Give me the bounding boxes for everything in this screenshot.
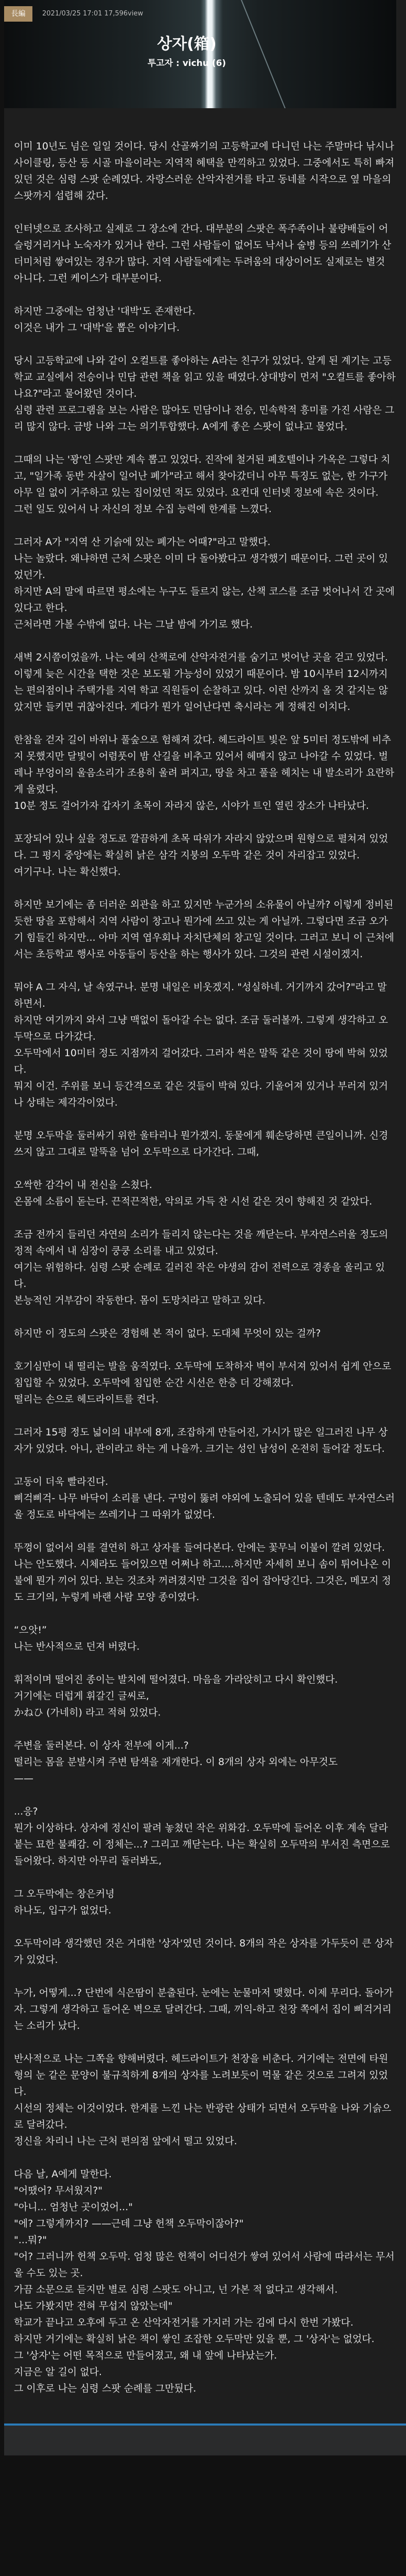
- paragraph: 뚜껑이 없어서 의를 결연히 하고 상자를 들여다본다. 안에는 꽃무늬 이불이 깔려 있었다. 나는 안도했다. 시체라도 들어있으면 어쩌나 하고....하지만 자세히 보니 솜이 튀어나온 이불에 뭔가 끼어 있다. 보는 것조차 꺼려졌지만 그것을 집어 잡아당긴다. 그것은, 메모지 정도 크기의, 누렇게 바랜 사람 모양 종이였다.: [14, 1542, 391, 1603]
- paragraph: 새벽 2시쯤이었을까. 나는 예의 산책로에 산악자전거를 숨기고 벗어난 곳을 걷고 있었다. 이렇게 늦은 시간을 택한 것은 보도될 가능성이 있었기 때문이다. 밤 10시부터 12시까지는 편의점이나 주택가를 지역 학교 직원들이 순찰하고 있다. 이런 산까지 올 것 같지는 않았지만 들키면 귀찮아진다. 게다가 뭔가 일어난다면 축시라는 게 정해진 이치다.: [14, 652, 388, 713]
- paragraph: 그러자 15평 정도 넓이의 내부에 8개, 조잡하게 만들어진, 가시가 많은 일그러진 나무 상자가 있었다. 아니, 관이라고 하는 게 나을까. 크기는 성인 남성이 온전히 들어갈 정도다.: [14, 1427, 388, 1454]
- paragraph: 인터넷으로 조사하고 실제로 그 장소에 간다. 대부분의 스팟은 폭주족이나 불량배들이 어슬렁거리거나 노숙자가 있거나 한다. 그런 사람들이 없어도 낙서나 술병 등의 쓰레기가 산더미처럼 쌓여있는 경우가 많다. 지역 사람들에게는 두려움의 대상이어도 실제로는 별것 아니다. 그런 케이스가 대부분이다.: [14, 223, 392, 284]
- paragraph: ...응? 뭔가 이상하다. 상자에 정신이 팔려 놓쳤던 작은 위화감. 오두막에 들어온 이후 계속 달라붙는 묘한 불쾌감. 이 정체는...? 그리고 깨닫는다. 나는 확실히 오두막의 부서진 측면으로 들어왔다. 하지만 아무리 둘러봐도,: [14, 1806, 390, 1867]
- paragraph: 하지만 그중에는 엄청난 '대박'도 존재한다. 이것은 내가 그 '대박'을 뽑은 이야기다.: [14, 306, 196, 333]
- paragraph: 그러자 A가 "지역 산 기슭에 있는 폐가는 어때?"라고 말했다. 나는 놀랐다. 왜냐하면 근처 스팟은 이미 다 돌아봤다고 생각했기 때문이다. 그런 곳이 있었던가. 하지만 A의 말에 따르면 평소에는 누구도 들르지 않는, 산책 코스를 조금 벗어나서 간 곳에 있다고 한다. 근처라면 가볼 수밖에 없다. 나는 그날 밤에 가기로 했다.: [14, 536, 395, 630]
- paragraph: 하지만 이 정도의 스팟은 경험해 본 적이 없다. 도대체 무엇이 있는 걸까?: [14, 1328, 321, 1339]
- post-meta: 2021/03/25 17:01 17,596view: [42, 10, 144, 18]
- story-body: [4, 108, 406, 2424]
- paragraph: 한참을 걷자 길이 바위나 풀숲으로 험해져 갔다. 헤드라이트 빛은 앞 5미터 정도밖에 비추지 못했지만 달빛이 어렴풋이 밤 산길을 비추고 있어서 헤매지 않고 나아갈 수 있었다. 벌레나 부엉이의 울음소리가 조용히 울려 퍼지고, 땅을 차고 풀을 헤치는 내 발소리가 요란하게 울렸다. 10분 정도 걸어가자 갑자기 초목이 자라지 않은, 시야가 트인 열린 장소가 나타났다.: [14, 734, 395, 811]
- paragraph: 뭐야 A 그 자식, 날 속였구나. 분명 내일은 비웃겠지. "성실하네. 거기까지 갔어?"라고 말하면서. 하지만 여기까지 와서 그냥 맥없이 돌아갈 수는 없다. 조금 둘러볼까. 그렇게 생각하고 오두막으로 다가갔다. 오두막에서 10미터 정도 지점까지 걸어갔다. 그러자 썩은 말뚝 같은 것이 땅에 박혀 있었다. 뭐지 이건. 주위를 보니 등간격으로 같은 것들이 박혀 있다. 기울어져 있거나 부러져 있거나 상태는 제각각이었다.: [14, 981, 388, 1108]
- paragraph: 호기심만이 내 떨리는 발을 움직였다. 오두막에 도착하자 벽이 부서져 있어서 쉽게 안으로 침입할 수 있었다. 오두막에 침입한 순간 시선은 한층 더 강해졌다. 떨리는 손으로 헤드라이트를 켠다.: [14, 1361, 392, 1405]
- paragraph: 이미 10년도 넘은 일일 것이다. 당시 산골짜기의 고등학교에 다니던 나는 주말마다 낚시나 사이클링, 등산 등 시골 마을이라는 지역적 혜택을 만끽하고 있었다. 그중에서도 특히 빠져있던 것은 심령 스팟 순례였다. 자랑스러운 산악자전거를 타고 동네를 시작으로 옆 마을의 스팟까지 섭렵해 갔다.: [14, 141, 395, 201]
- page-title: 상자(箱): [157, 35, 217, 53]
- paragraph: 조금 전까지 들리던 자연의 소리가 들리지 않는다는 것을 깨닫는다. 부자연스러울 정도의 정적 속에서 내 심장이 쿵쿵 소리를 내고 있었다. 여기는 위험하다. 심령 스팟 순례로 길러진 작은 야생의 감이 전력으로 경종을 울리고 있다. 본능적인 거부감이 작동한다. 몸이 도망치라고 말하고 있다.: [14, 1229, 389, 1306]
- paragraph: 당시 고등학교에 나와 같이 오컬트를 좋아하는 A라는 친구가 있었다. 알게 된 계기는 고등학교 교실에서 전승이나 민담 관련 책을 읽고 있을 때였다.상대방이 먼저 "오컬트를 좋아하나요?"라고 물어왔던 것이다. 심령 관련 프로그램을 보는 사람은 많아도 민담이나 전승, 민속학적 흥미를 가진 사람은 그리 많지 않다. 금방 나와 그는 의기투합했다. A에게 좋은 스팟이 없냐고 물었다.: [14, 355, 396, 432]
- author[interactable]: 투고자 : vichu (6): [147, 58, 226, 69]
- paragraph: 그때의 나는 '꽝'인 스팟만 계속 뽑고 있었다. 진작에 철거된 폐호텔이나 가옥은 그렇다 치고, "일가족 동반 자살이 일어난 폐가"라고 해서 찾아갔더니 아무 특징도 없는, 한 가구가 아무 일 없이 거주하고 있는 집이었던 적도 있었다. 요컨대 인터넷 정보에 속은 것이다. 그런 일도 있어서 나 자신의 정보 수집 능력에 한계를 느꼈다.: [14, 454, 391, 515]
- paragraph: 다음 날, A에게 말한다. "어땠어? 무서웠지?" "아니... 엄청난 곳이었어..." "에? 그렇게까지? ——근데 그냥 헌책 오두막이잖아?" "...뭐?" "어? 그러니까 헌책 오두막. 엄청 많은 헌책이 어디선가 쌓여 있어서 사람에 따라서는 무서울 수도 있는 곳. 가끔 소문으로 듣지만 별로 심령 스팟도 아니고, 넌 가본 적 없다고 생각해서. 나도 가봤지만 전혀 무섭지 않았는데" 학교가 끝나고 오후에 두고 온 산악자전거를 가지러 가는 김에 다시 한번 가봤다. 하지만 거기에는 확실히 낡은 책이 쌓인 조잡한 오두막만 있을 뿐, 그 '상자'는 없었다. 그 '상자'는 어떤 목적으로 만들어졌고, 왜 내 앞에 나타났는가. 지금은 알 길이 없다. 그 이후로 나는 심령 스팟 순례를 그만뒀다.: [14, 2168, 395, 2394]
- footer: [4, 2426, 406, 2455]
- header-image: [4, 0, 396, 108]
- paragraph: 반사적으로 나는 그쪽을 향해버렸다. 헤드라이트가 천장을 비춘다. 거기에는 전면에 타원형의 눈 같은 문양이 불규칙하게 8개의 상자를 노려보듯이 먹물 같은 것으로 그려져 있었다. 시선의 정체는 이것이었다. 한계를 느낀 나는 반광란 상태가 되면서 오두막을 나와 기슭으로 달려갔다. 정신을 차리니 나는 근처 편의점 앞에서 떨고 있었다.: [14, 2053, 392, 2147]
- paragraph: 포장되어 있나 싶을 정도로 깔끔하게 초목 따위가 자라지 않았으며 원형으로 펼쳐져 있었다. 그 평지 중앙에는 확실히 낡은 삼각 지붕의 오두막 같은 것이 자리잡고 있었다. 여기구나. 나는 확신했다.: [14, 833, 389, 877]
- paragraph: 하지만 보기에는 좀 더러운 외관을 하고 있지만 누군가의 소유물이 아닐까? 이렇게 정비된 듯한 땅을 포함해서 지역 사람이 창고나 뭔가에 쓰고 있는 게 아닐까. 그렇다면 조금 오가기 힘들긴 하지만... 아마 지역 엽우회나 자치단체의 창고일 것이다. 그러고 보니 이 근처에서는 초등학교 행사로 아동들이 등산을 하는 행사가 있다. 그것의 관련 시설이겠지.: [14, 899, 395, 960]
- paragraph: 그 오두막에는 창은커녕 하나도, 입구가 없었다.: [14, 1888, 115, 1916]
- paragraph: 오두막이라 생각했던 것은 거대한 '상자'였던 것이다. 8개의 작은 상자를 가두듯이 큰 상자가 있었다.: [14, 1938, 394, 1965]
- paragraph: 분명 오두막을 둘러싸기 위한 울타리나 뭔가겠지. 동물에게 훼손당하면 큰일이니까. 신경 쓰지 않고 그대로 말뚝을 넘어 오두막으로 다가간다. 그때,: [14, 1130, 389, 1158]
- paragraph: 주변을 둘러본다. 이 상자 전부에 이게...? 떨리는 몸을 분발시켜 주변 탐색을 재개한다. 이 8개의 상자 외에는 아무것도 ——: [14, 1740, 338, 1784]
- paragraph: “으앗!” 나는 반사적으로 던져 버렸다.: [14, 1624, 140, 1652]
- crack-decoration: [241, 0, 286, 108]
- category-badge[interactable]: 長編: [4, 6, 32, 22]
- story-page: [4, 0, 406, 2455]
- paragraph: 누가, 어떻게...? 단번에 식은땀이 분출된다. 눈에는 눈물마저 맺혔다. 이제 무리다. 돌아가자. 그렇게 생각하고 들어온 벽으로 달려간다. 그때, 끼익-하고 천장 쪽에서 집이 삐걱거리는 소리가 났다.: [14, 1987, 393, 2031]
- paragraph: 오싹한 감각이 내 전신을 스쳤다. 온몸에 소름이 돋는다. 끈적끈적한, 악의로 가득 찬 시선 같은 것이 향해진 것 같았다.: [14, 1179, 373, 1207]
- paragraph: 휘적이며 떨어진 종이는 발치에 떨어졌다. 마음을 가라앉히고 다시 확인했다. 거기에는 더럽게 휘갈긴 글씨로, かねひ (가네히) 라고 적혀 있었다.: [14, 1674, 338, 1718]
- paragraph: 고동이 더욱 빨라진다. 삐걱삐걱- 나무 바닥이 소리를 낸다. 구멍이 뚫려 야외에 노출되어 있을 텐데도 부자연스러울 정도로 바닥에는 쓰레기나 그 따위가 없었다.: [14, 1476, 395, 1520]
